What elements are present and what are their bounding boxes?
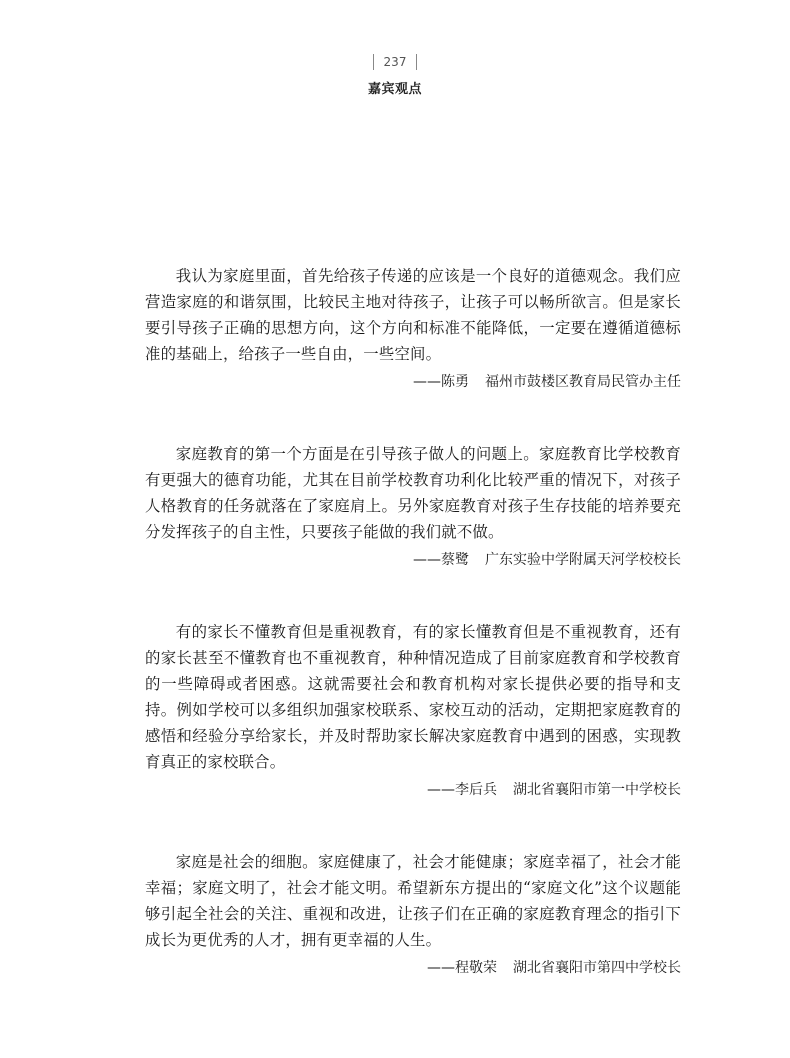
quote-text: 我认为家庭里面，首先给孩子传递的应该是一个良好的道德观念。我们应营造家庭的和谐氛围，比较民主地对待孩子，让孩子可以畅所欲言。但是家长要引导孩子正确的思想方向，这个方向和标准不能降低，一定要在遵循道德标准的基础上，给孩子一些自由，一些空间。 [145,267,681,363]
quote-attribution [145,777,681,803]
page-number: 237 [383,55,407,69]
quote-author-title: 湖北省襄阳市第四中学校长 [513,960,681,976]
quote-text: 家庭是社会的细胞。家庭健康了，社会才能健康；家庭幸福了，社会才能幸福；家庭文明了，社会才能文明。希望新东方提出的“家庭文化”这个议题能够引起全社会的关注、重视和改进，让孩子们在正确的家庭教育理念的指引下成长为更优秀的人才，拥有更幸福的人生。 [145,853,681,949]
quote-author-title: 广东实验中学附属天河学校校长 [485,552,681,568]
quote-author: ——李后兵 [427,782,497,798]
quote-author: ——蔡鹭 [413,552,469,568]
page-number-row [0,52,790,72]
quote-author: ——程敬荣 [427,960,497,976]
quote-author-title: 湖北省襄阳市第一中学校长 [513,782,681,798]
quote-author-title: 福州市鼓楼区教育局民管办主任 [485,374,681,390]
quote-block [145,263,681,395]
right-divider [416,54,417,70]
quote-attribution [145,955,681,981]
quote-author: ——陈勇 [413,374,469,390]
quote-attribution [145,369,681,395]
quote-block [145,849,681,981]
quote-block [145,441,681,573]
quote-text: 家庭教育的第一个方面是在引导孩子做人的问题上。家庭教育比学校教育有更强大的德育功能，尤其在目前学校教育功利化比较严重的情况下，对孩子人格教育的任务就落在了家庭肩上。另外家庭教育对孩子生存技能的培养要充分发挥孩子的自主性，只要孩子能做的我们就不做。 [145,445,681,541]
quote-block [145,619,681,803]
quote-attribution [145,547,681,573]
section-title: 嘉宾观点 [367,82,422,97]
left-divider [373,54,374,70]
page-header [0,52,790,97]
quote-text: 有的家长不懂教育但是重视教育，有的家长懂教育但是不重视教育，还有的家长甚至不懂教育也不重视教育，种种情况造成了目前家庭教育和学校教育的一些障碍或者困惑。这就需要社会和教育机构对家长提供必要的指导和支持。例如学校可以多组织加强家校联系、家校互动的活动，定期把家庭教育的感悟和经验分享给家长，并及时帮助家长解决家庭教育中遇到的困惑，实现教育真正的家校联合。 [145,623,681,771]
quotes-list [145,263,681,1027]
